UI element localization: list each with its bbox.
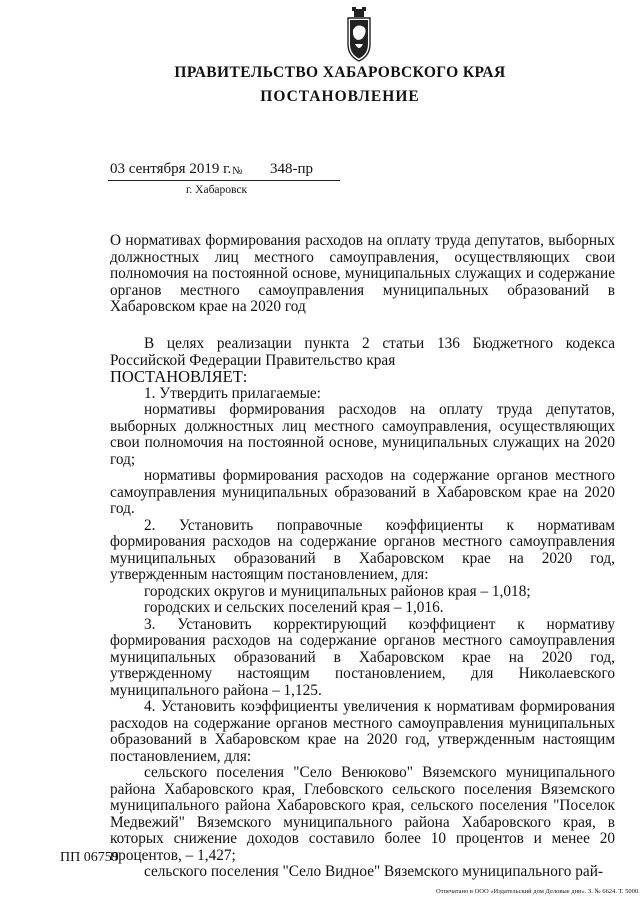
document-type: ПОСТАНОВЛЕНИЕ — [260, 88, 420, 105]
clause-4a: сельского поселения "Село Венюково" Вяземского муниципального района Хабаровского края, Глебовского сельского поселения Вяземского муниципального района Хабаровского края, сельского поселения "Поселок Медвежий" Вяземского муниципального района Хабаровского края, в которых снижение доходов составило более 10 процентов и менее 20 процентов, – 1,427; — [110, 764, 615, 864]
document-title: О нормативах формирования расходов на оплату труда депутатов, выборных должностных лиц местного самоуправления, осуществляющих свои полномочия на постоянной основе, муниципальных служащих и содержание органов местного самоуправления муниципальных образований в Хабаровском крае на 2020 год — [110, 232, 615, 315]
document-number: 348-пр — [270, 161, 314, 177]
clause-4: 4. Установить коэффициенты увеличения к нормативам формирования расходов на содержание органов местного самоуправления муниципальных образований в Хабаровском крае на 2020 год, утвержденным настоящим постановлением, для: — [110, 698, 615, 765]
document-city: г. Хабаровск — [186, 184, 248, 196]
intro-paragraph: В целях реализации пункта 2 статьи 136 Бюджетного кодекса Российской Федерации Правительство края — [110, 335, 615, 369]
document-code: ПП 06759 — [60, 850, 119, 865]
clause-1b: нормативы формирования расходов на содержание органов местного самоуправления муниципальных образований в Хабаровском крае на 2020 год. — [110, 467, 615, 517]
clause-4b: сельского поселения "Село Видное" Вяземского муниципального рай- — [144, 863, 603, 880]
government-name: ПРАВИТЕЛЬСТВО ХАБАРОВСКОГО КРАЯ — [174, 64, 506, 81]
resolves-heading: ПОСТАНОВЛЯЕТ: — [110, 367, 248, 386]
coat-of-arms-icon — [340, 4, 378, 64]
clause-2: 2. Установить поправочные коэффициенты к нормативам формирования расходов на содержание органов местного самоуправления муниципальных образований в Хабаровском крае на 2020 год, утвержденным настоящим постановлением, для: — [110, 516, 615, 583]
number-label: № — [232, 165, 243, 177]
printer-note: Отпечатано в ООО «Издательский дом Деловые дни». З. № 6624. Т. 5000. — [436, 888, 640, 895]
document-date: 03 сентября 2019 г. — [110, 161, 232, 177]
clause-2b: городских и сельских поселений края – 1,016. — [144, 599, 444, 616]
clause-2a: городских округов и муниципальных районов края – 1,018; — [144, 582, 531, 600]
clause-1: 1. Утвердить прилагаемые: — [144, 384, 321, 402]
clause-3: 3. Установить корректирующий коэффициент к нормативу формирования расходов на содержание органов местного самоуправления муниципальных образований в Хабаровском крае на 2020 год, утвержденному настоящим постановлением, для Николаевского муниципального района – 1,125. — [110, 615, 615, 699]
date-underline — [108, 180, 340, 181]
document-body — [110, 336, 615, 881]
clause-1a: нормативы формирования расходов на оплату труда депутатов, выборных должностных лиц местного самоуправления, осуществляющих свои полномочия на постоянной основе, муниципальных служащих на 2020 год; — [110, 401, 615, 468]
